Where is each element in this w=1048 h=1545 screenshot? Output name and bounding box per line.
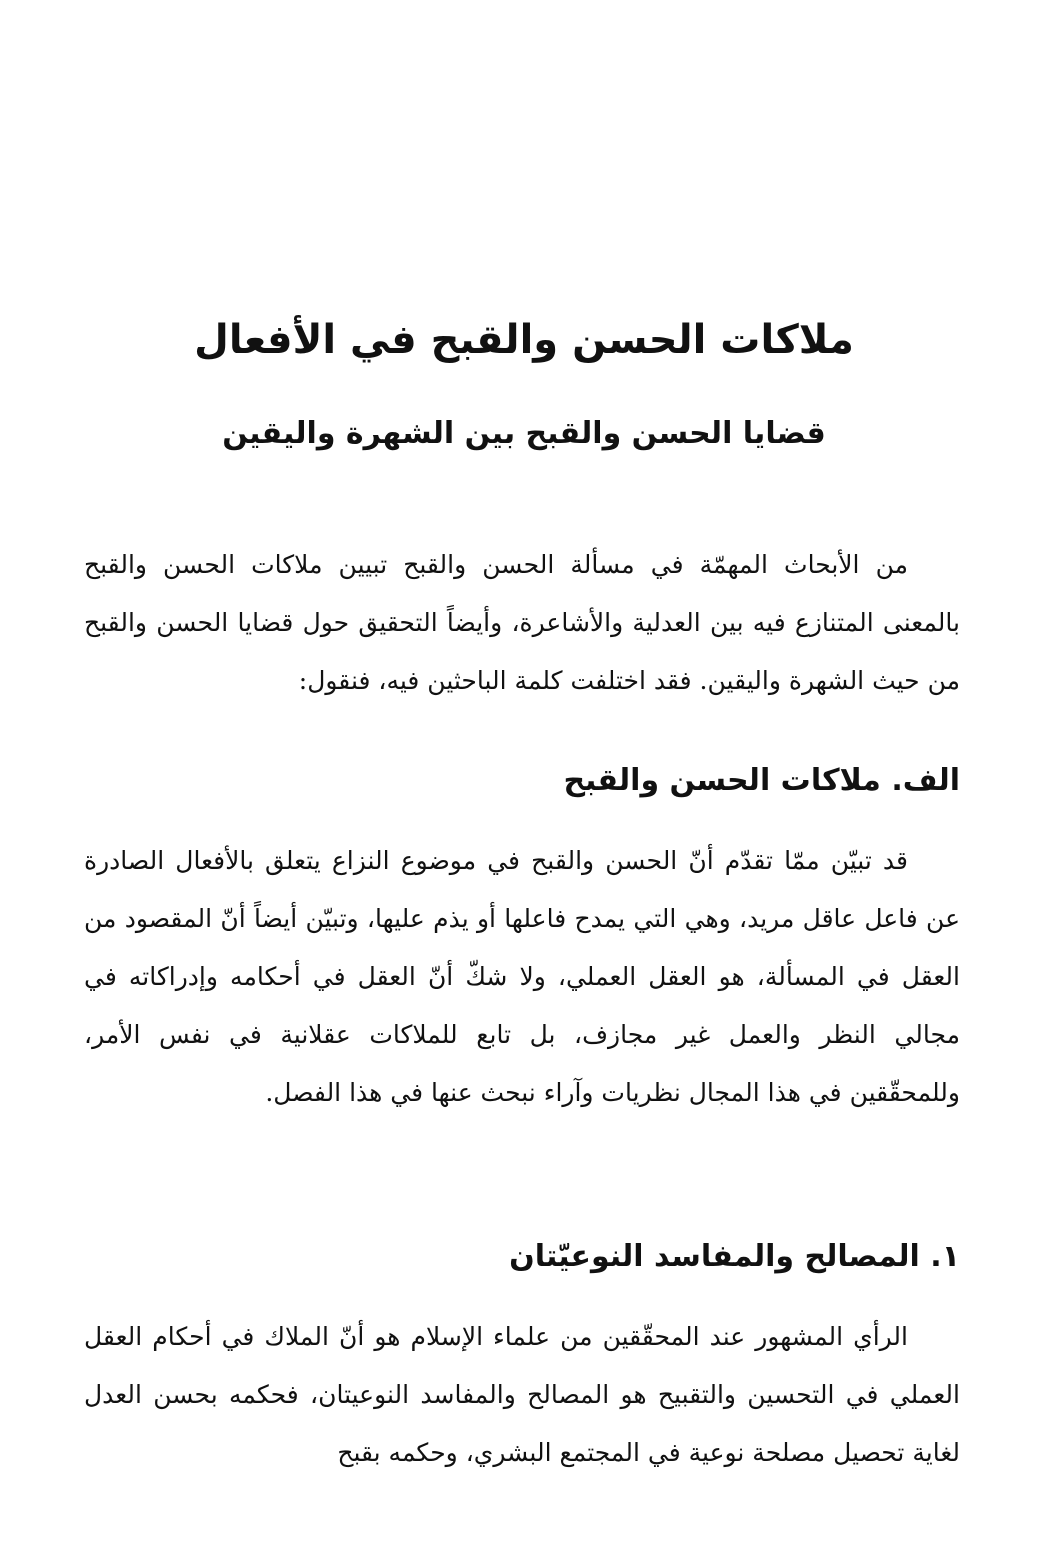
section-1-paragraph: الرأي المشهور عند المحقّقين من علماء الإسلام هو أنّ الملاك في أحكام العقل العملي في التحسين والتقبيح هو المصالح والمفاسد النوعيتان، فحكمه بحسن العدل لغاية تحصيل مصلحة نوعية في المجتمع البشري، وحكمه بقبح [84, 1322, 960, 1467]
intro-paragraph: من الأبحاث المهمّة في مسألة الحسن والقبح تبيين ملاكات الحسن والقبح بالمعنى المتنازع فيه بين العدلية والأشاعرة، وأيضاً التحقيق حول قضايا الحسن والقبح من حيث الشهرة واليقين. فقد اختلفت كلمة الباحثين فيه، فنقول: [84, 550, 960, 695]
section-a-heading: الف. ملاكات الحسن والقبح [563, 763, 960, 798]
section-a-paragraph: قد تبيّن ممّا تقدّم أنّ الحسن والقبح في موضوع النزاع يتعلق بالأفعال الصادرة عن فاعل عاقل مريد، وهي التي يمدح فاعلها أو يذم عليها، وتبيّن أيضاً أنّ المقصود من العقل في المسألة، هو العقل العملي، ولا شكّ أنّ العقل في أحكامه وإدراكاته في مجالي النظر والعمل غير مجازف، بل تابع للملاكات عقلانية في نفس الأمر، وللمحقّقين في هذا المجال نظريات وآراء نبحث عنها في هذا الفصل. [84, 846, 960, 1107]
section-1-heading: ١. المصالح والمفاسد النوعيّتان [509, 1239, 960, 1274]
page-subtitle: قضايا الحسن والقبح بين الشهرة واليقين [222, 416, 826, 451]
page-title: ملاكات الحسن والقبح في الأفعال [194, 317, 854, 363]
